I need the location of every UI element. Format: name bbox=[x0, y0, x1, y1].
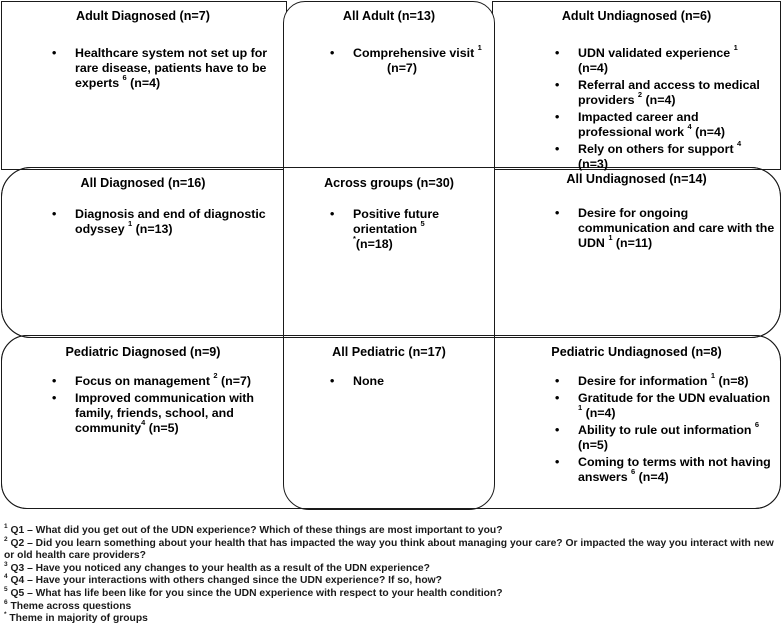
cell-title: Adult Diagnosed (n=7) bbox=[76, 9, 210, 23]
cell-all-pediatric bbox=[328, 345, 488, 391]
list-item: • Desire for ongoing communication and care with the UDN $^1$ (n=11) bbox=[553, 206, 777, 251]
cell-all-diagnosed bbox=[50, 176, 282, 239]
cell-across-groups bbox=[324, 176, 492, 254]
cell-title: Pediatric Diagnosed (n=9) bbox=[65, 345, 221, 359]
list-item: • Gratitude for the UDN evaluation $^1$ (n=4) bbox=[553, 391, 777, 421]
list-item: • Comprehensive visit $^1$ (n=7) bbox=[328, 46, 488, 76]
list-item: • Desire for information $^1$ (n=8) bbox=[553, 374, 777, 389]
footnote: $^1$ Q1 – What did you get out of the UDN experience? Which of these things are most important to you? bbox=[4, 523, 503, 536]
footnote: $^2$ Q2 – Did you learn something about your health that has impacted the way you think about managing your care? Or impacted the way you interact with new or old health care providers? bbox=[4, 535, 774, 562]
cell-title: All Adult (n=13) bbox=[342, 9, 436, 23]
cell-title: All Undiagnosed (n=14) bbox=[566, 172, 707, 186]
cell-pediatric-diagnosed bbox=[50, 345, 282, 438]
footnote: $^3$ Q3 – Have you noticed any changes to your health as a result of the UDN experience? bbox=[4, 560, 430, 574]
list-item: • Healthcare system not set up for rare disease, patients have to be experts $^6$ (n=4) bbox=[50, 46, 280, 91]
list-item: • Positive future orientation $^5$ *(n=18) bbox=[328, 207, 492, 252]
cell-adult-diagnosed bbox=[50, 9, 280, 93]
footnote: $^5$ Q5 – What has life been like for you since the UDN experience with respect to your health condition? bbox=[4, 585, 503, 599]
list-item: • UDN validated experience $^1$ (n=4) bbox=[553, 46, 775, 76]
footnote: * Theme in majority of groups bbox=[4, 611, 148, 625]
cell-all-undiagnosed bbox=[553, 172, 777, 253]
list-item: • Improved communication with family, friends, school, and community$^4$ (n=5) bbox=[50, 391, 282, 436]
cell-title: All Diagnosed (n=16) bbox=[80, 176, 206, 190]
footnotes bbox=[4, 525, 780, 626]
list-item: • Focus on management $^2$ (n=7) bbox=[50, 374, 282, 389]
list-item: • Impacted career and professional work $^4$ (n=4) bbox=[553, 110, 775, 140]
list-item: • Diagnosis and end of diagnostic odyssey $^1$ (n=13) bbox=[50, 207, 282, 237]
cell-title: Across groups (n=30) bbox=[324, 176, 454, 190]
footnote: $^6$ Theme across questions bbox=[4, 598, 132, 612]
cell-adult-undiagnosed bbox=[553, 9, 775, 174]
cell-pediatric-undiagnosed bbox=[553, 345, 777, 487]
cell-all-adult bbox=[328, 9, 488, 78]
list-item: • Ability to rule out information $^6$ (n=5) bbox=[553, 423, 777, 453]
list-item: • Coming to terms with not having answers $^6$ (n=4) bbox=[553, 455, 777, 485]
list-item: • Referral and access to medical providers $^2$ (n=4) bbox=[553, 78, 775, 108]
list-item: • None bbox=[328, 374, 488, 389]
cell-title: Adult Undiagnosed (n=6) bbox=[561, 9, 712, 23]
footnote: $^4$ Q4 – Have your interactions with others changed since the UDN experience? If so, how? bbox=[4, 573, 442, 587]
cell-title: Pediatric Undiagnosed (n=8) bbox=[551, 345, 722, 359]
cell-title: All Pediatric (n=17) bbox=[332, 345, 446, 359]
list-item: • Rely on others for support $^4$ (n=3) bbox=[553, 142, 775, 172]
